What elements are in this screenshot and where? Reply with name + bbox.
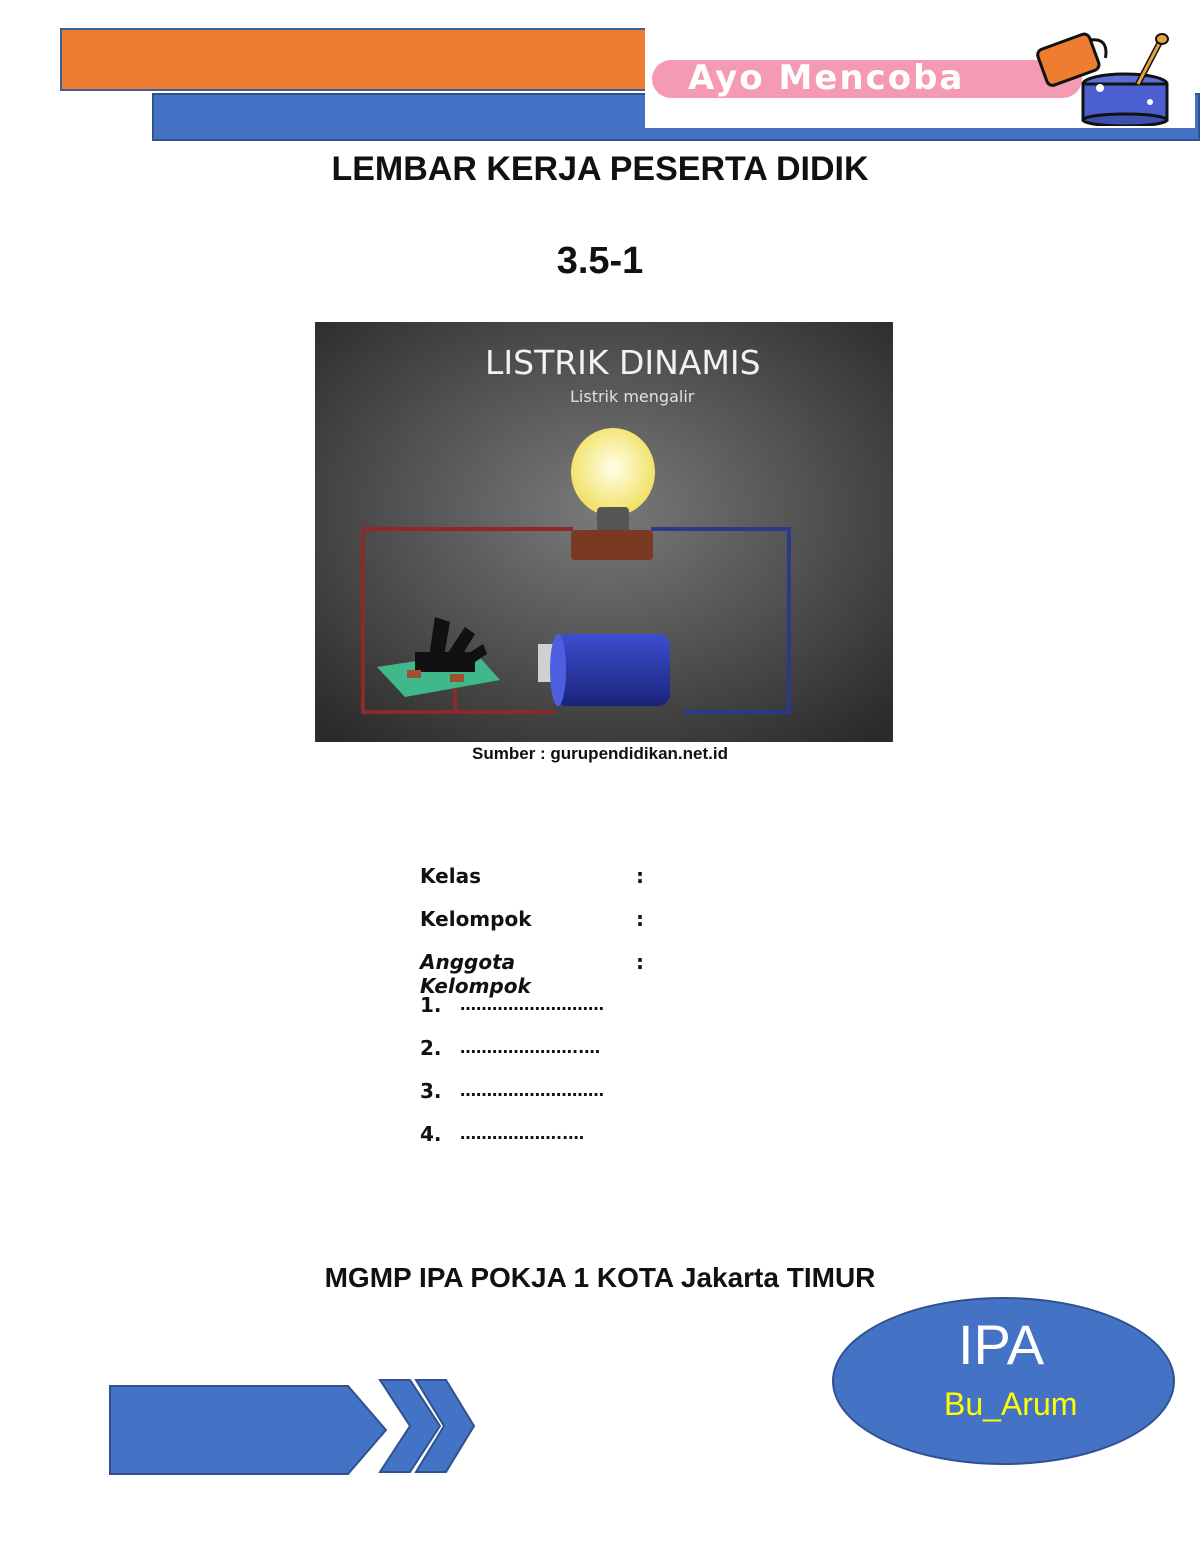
teacher-name: Bu_Arum xyxy=(944,1386,1078,1422)
member-blank: ……………………… xyxy=(460,995,604,1014)
member-blank: ………………..… xyxy=(460,1124,585,1143)
worksheet-code: 3.5-1 xyxy=(556,240,644,282)
image-source: Sumber : gurupendidikan.net.id xyxy=(472,744,728,763)
cooking-pot-icon xyxy=(1030,22,1180,126)
organization-footer: MGMP IPA POKJA 1 KOTA Jakarta TIMUR xyxy=(324,1262,876,1293)
member-blank: …………………..… xyxy=(460,1038,601,1057)
member-blank: ……………………… xyxy=(460,1081,604,1100)
anggota-colon: : xyxy=(636,950,644,974)
ayo-mencoba-text: Ayo Mencoba xyxy=(688,58,965,98)
anggota-label: Anggota Kelompok xyxy=(420,950,531,998)
illustration-subheading: Listrik mengalir xyxy=(570,387,695,406)
kelas-label: Kelas xyxy=(420,864,481,888)
page-title: LEMBAR KERJA PESERTA DIDIK xyxy=(331,150,869,188)
member-number: 1. xyxy=(420,993,442,1017)
chevron-arrow-decoration xyxy=(108,1378,478,1478)
listrik-dinamis-illustration xyxy=(315,322,893,742)
member-number: 2. xyxy=(420,1036,442,1060)
battery-icon xyxy=(538,634,670,706)
subject-label: IPA xyxy=(958,1313,1045,1376)
kelas-colon: : xyxy=(636,864,644,888)
kelompok-label: Kelompok xyxy=(420,907,532,931)
kelompok-colon: : xyxy=(636,907,644,931)
light-bulb-icon xyxy=(571,428,655,560)
member-number: 4. xyxy=(420,1122,442,1146)
member-number: 3. xyxy=(420,1079,442,1103)
illustration-heading: LISTRIK DINAMIS xyxy=(485,343,761,382)
header-orange-banner xyxy=(60,28,700,91)
